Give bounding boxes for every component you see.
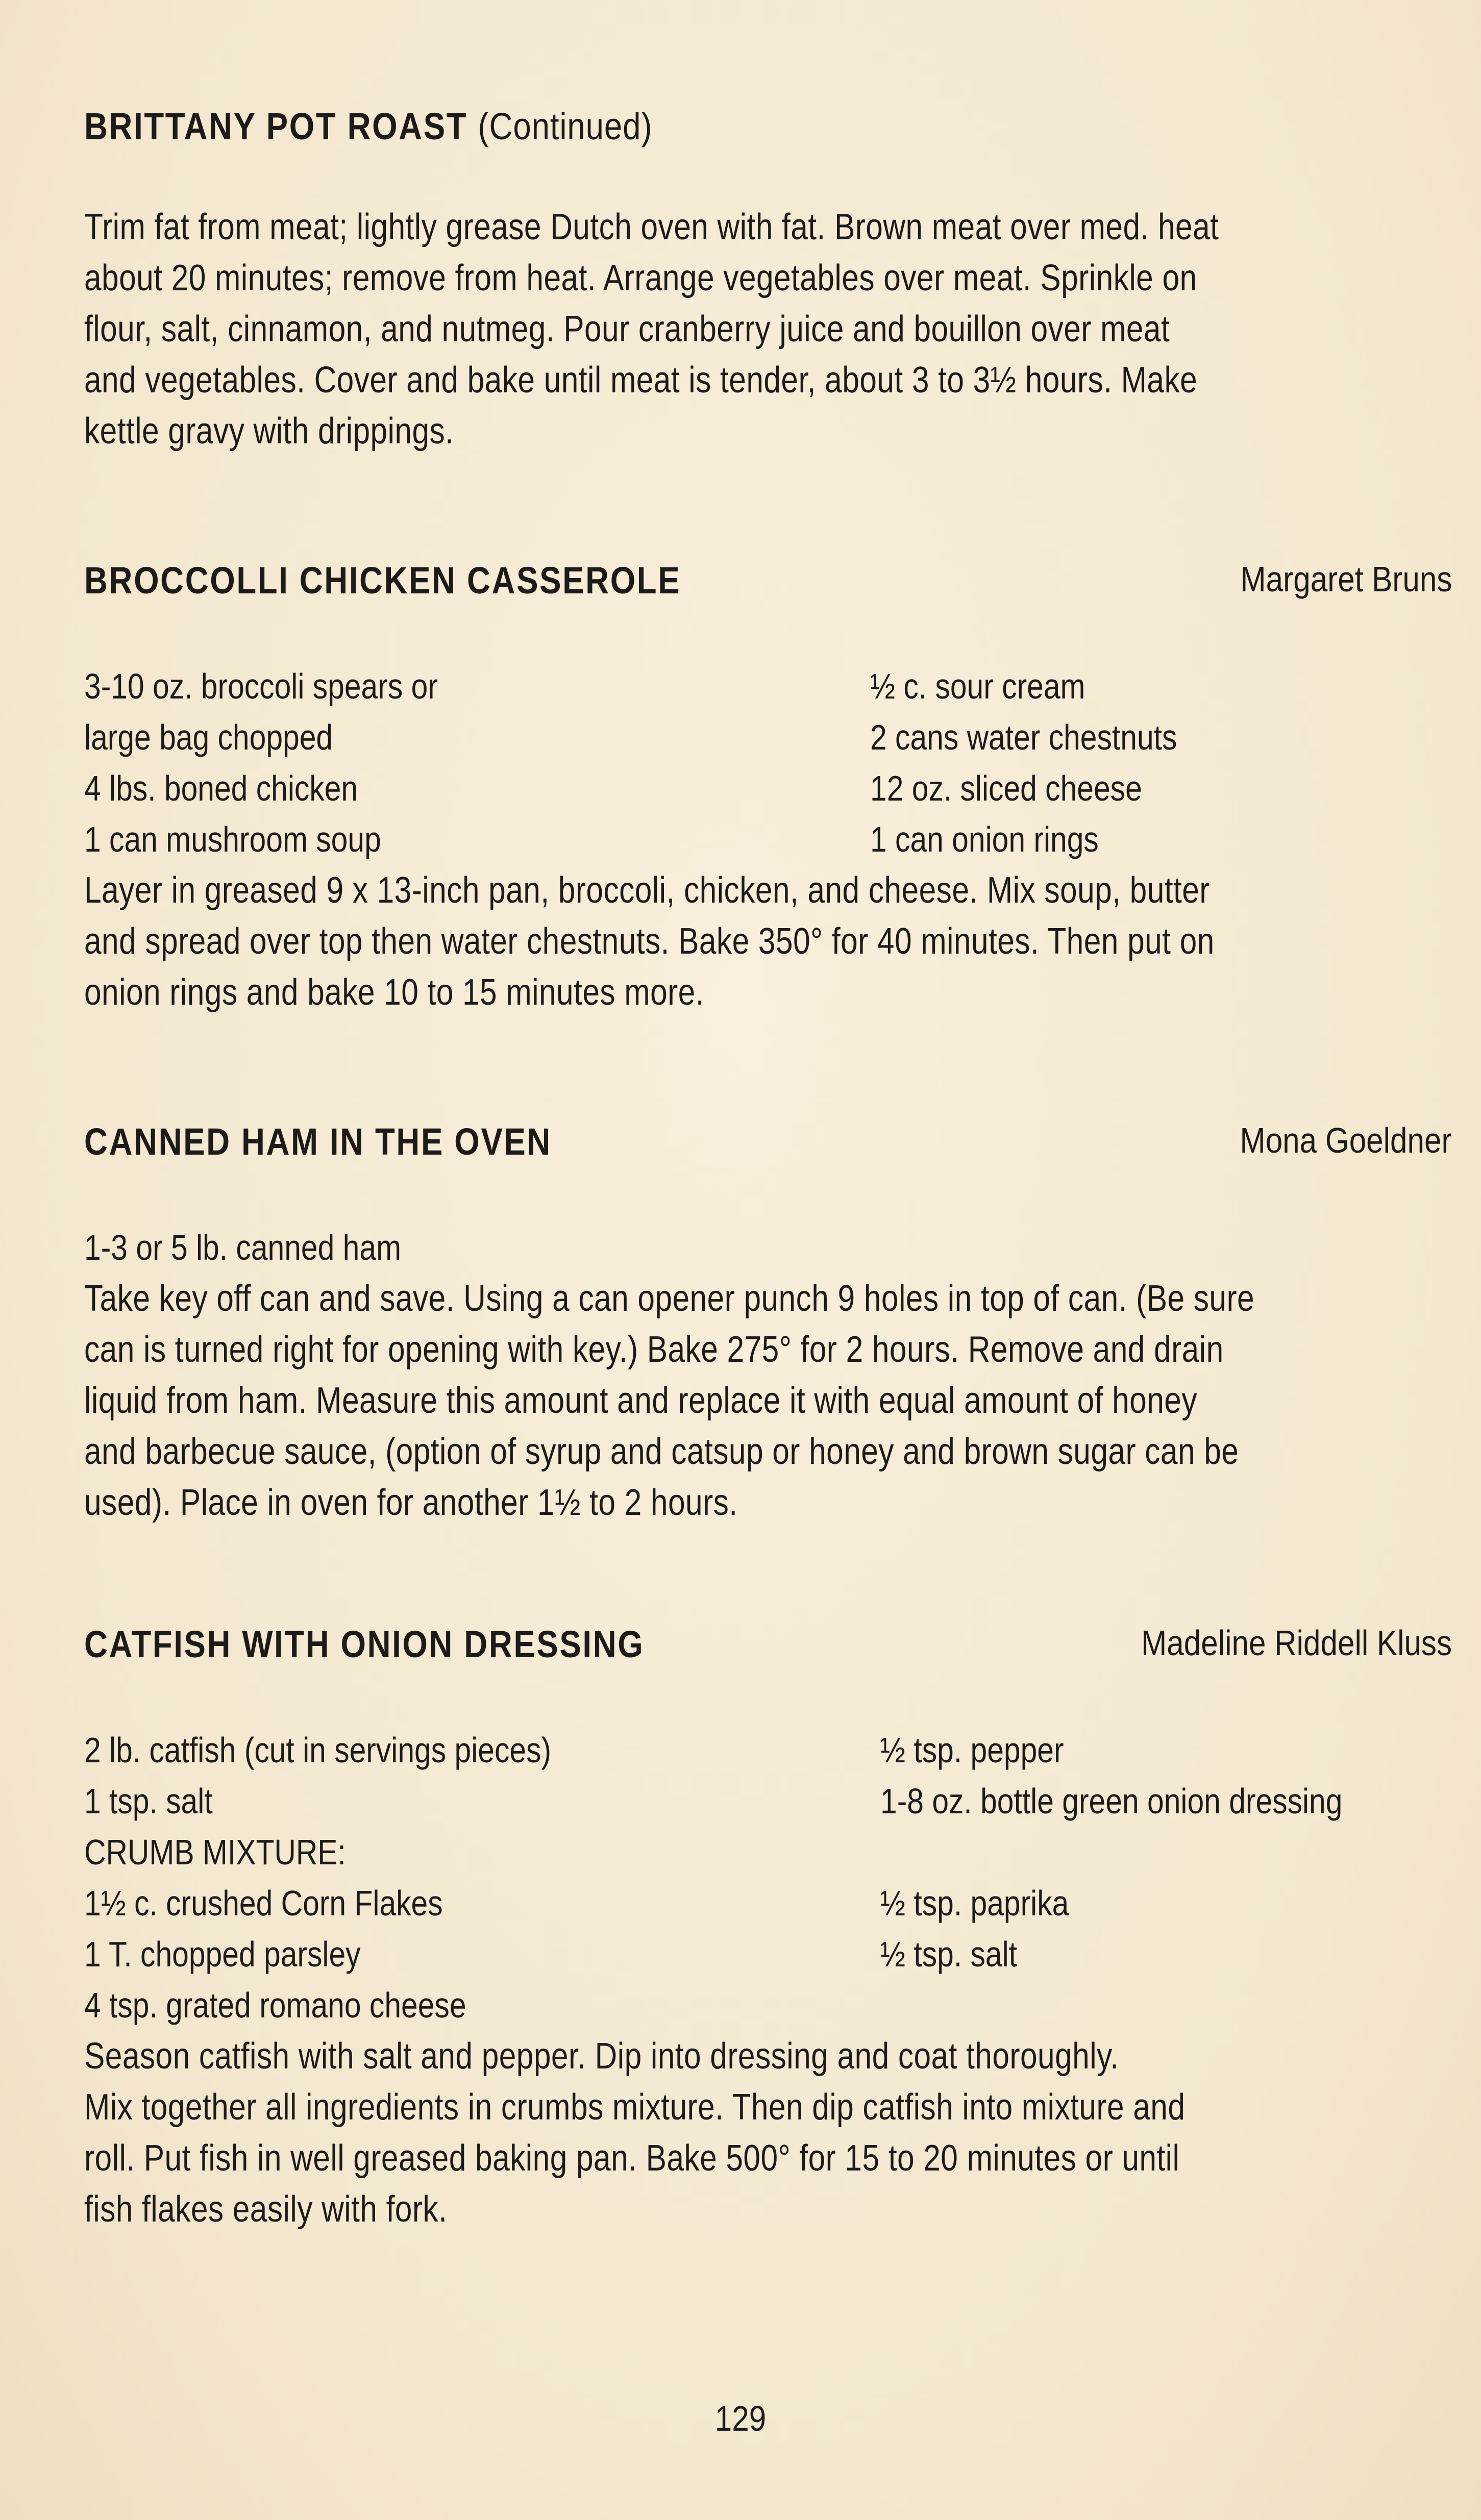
ingredient-item: 1-8 oz. bottle green onion dressing [880,1781,1343,1821]
recipe-author: Margaret Bruns [1240,559,1452,599]
ingredient-item: 4 lbs. boned chicken [84,768,358,808]
recipe-header [84,1120,1452,1166]
ingredients-left-column [84,1725,640,2031]
ingredient-item: ½ tsp. pepper [880,1730,1064,1770]
direction-line: about 20 minutes; remove from heat. Arrange vegetables over meat. Sprinkle on [84,258,1197,298]
recipe-brittany-pot-roast [84,105,1452,457]
ingredient-item: 3-10 oz. broccoli spears or [84,666,438,706]
recipe-title: BROCCOLLI CHICKEN CASSEROLE [84,559,681,602]
ingredients-left-column [84,661,505,865]
ingredient-item: 1-3 or 5 lb. canned ham [84,1228,402,1267]
direction-line: roll. Put fish in well greased baking pan. Bake 500° for 15 to 20 minutes or until [84,2138,1180,2179]
direction-line: used). Place in oven for another 1½ to 2 hours. [84,1482,738,1523]
direction-line: Season catfish with salt and pepper. Dip into dressing and coat thoroughly. [84,2036,1119,2077]
direction-line: flour, salt, cinnamon, and nutmeg. Pour cranberry juice and bouillon over meat [84,309,1170,350]
page-number: 129 [714,2399,767,2438]
ingredient-item [880,1980,1342,2031]
ingredient-item: 1 can onion rings [870,819,1099,859]
ingredient-item [880,1827,1342,1878]
direction-line: and barbecue sauce, (option of syrup and catsup or honey and brown sugar can be [84,1431,1239,1472]
direction-line: Trim fat from meat; lightly grease Dutch oven with fat. Brown meat over med. heat [84,207,1219,247]
direction-line: and vegetables. Cover and bake until meat is tender, about 3 to 3½ hours. Make [84,360,1198,401]
ingredient-item: large bag chopped [84,717,333,757]
direction-line: Layer in greased 9 x 13-inch pan, broccoli, chicken, and cheese. Mix soup, butter [84,870,1210,911]
direction-line: liquid from ham. Measure this amount and replace it with equal amount of honey [84,1380,1197,1421]
ingredients-left-column [84,1222,461,1273]
recipe-directions [84,2031,1452,2235]
direction-line: Take key off can and save. Using a can opener punch 9 holes in top of can. (Be sure [84,1278,1255,1319]
direction-line: onion rings and bake 10 to 15 minutes more. [84,972,704,1013]
ingredient-item: 4 tsp. grated romano cheese [84,1985,466,2025]
ingredient-item: 1 tsp. salt [84,1781,213,1821]
recipe-header [84,559,1452,605]
ingredient-item: 1 can mushroom soup [84,819,381,859]
recipe-directions [84,865,1452,1018]
recipe-catfish-onion-dressing [84,1623,1452,2235]
ingredient-item: 1½ c. crushed Corn Flakes [84,1883,443,1923]
ingredient-item: ½ tsp. paprika [880,1883,1069,1923]
direction-line: kettle gravy with drippings. [84,411,454,452]
recipe-author: Mona Goeldner [1240,1120,1452,1160]
ingredient-item: 2 lb. catfish (cut in servings pieces) [84,1730,552,1770]
ingredient-item: ½ c. sour cream [870,666,1085,706]
ingredient-list [84,1725,1452,2031]
ingredient-item: 12 oz. sliced cheese [870,768,1142,808]
recipe-title: BRITTANY POT ROAST (Continued) [84,105,653,147]
ingredient-list [84,661,1452,865]
recipe-directions [84,202,1452,457]
recipe-header [84,1623,1452,1668]
continued-label: (Continued) [478,105,653,147]
direction-line: and spread over top then water chestnuts. Bake 350° for 40 minutes. Then put on [84,921,1215,962]
crumb-mixture-heading: CRUMB MIXTURE: [84,1832,346,1872]
ingredient-item: ½ tsp. salt [880,1934,1017,1974]
direction-line: can is turned right for opening with key.) Bake 275° for 2 hours. Remove and drain [84,1329,1224,1370]
ingredient-item: 2 cans water chestnuts [870,717,1177,757]
recipe-header [84,105,1452,151]
ingredient-item: 1 T. chopped parsley [84,1934,361,1974]
recipe-author: Madeline Riddell Kluss [1141,1623,1452,1663]
ingredients-right-column [870,661,1236,865]
direction-line: fish flakes easily with fork. [84,2189,448,2230]
recipe-title: CANNED HAM IN THE OVEN [84,1120,552,1163]
ingredient-list [84,1222,1452,1273]
ingredients-right-column [880,1725,1430,2031]
recipe-broccolli-chicken-casserole [84,559,1452,1018]
recipe-title: CATFISH WITH ONION DRESSING [84,1623,645,1665]
recipe-directions [84,1273,1452,1528]
direction-line: Mix together all ingredients in crumbs mixture. Then dip catfish into mixture and [84,2087,1186,2128]
recipe-canned-ham [84,1120,1452,1528]
